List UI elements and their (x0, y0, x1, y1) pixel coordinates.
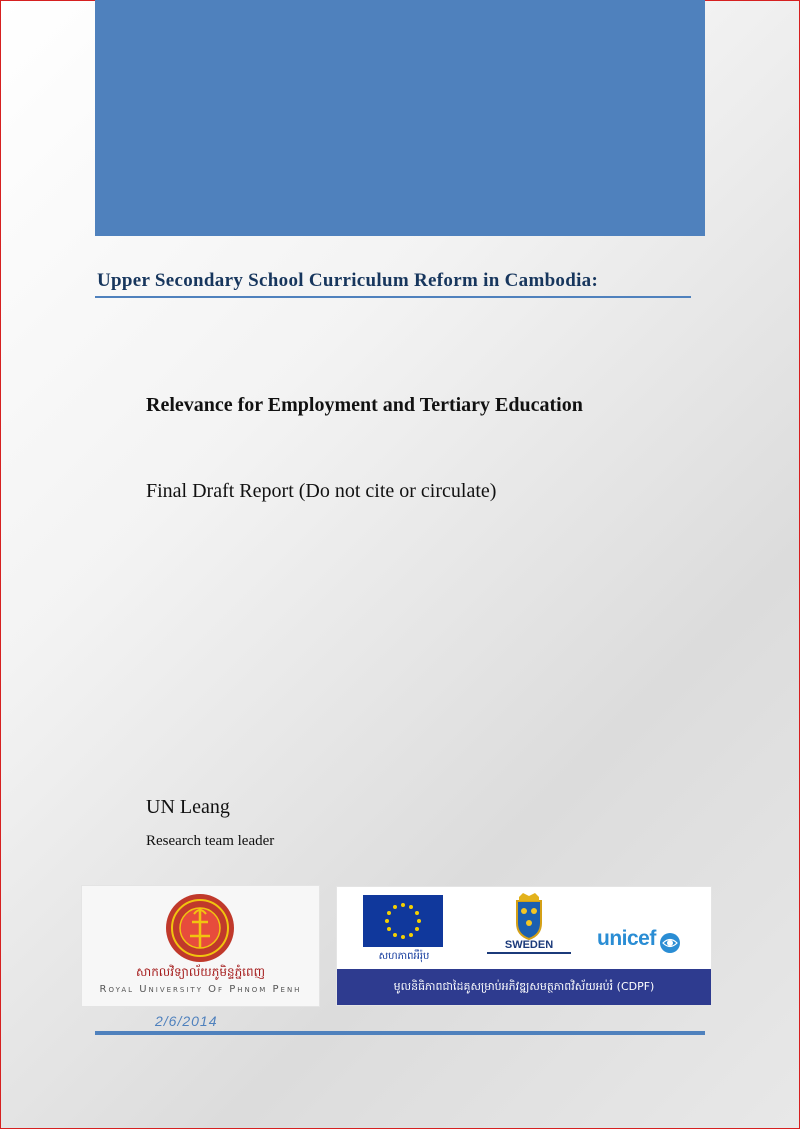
footer-rule (95, 1031, 705, 1035)
eu-flag-icon (363, 895, 443, 947)
rupp-khmer-name: សាកលវិទ្យាល័យភូមិន្ទភ្នំពេញ (135, 965, 266, 979)
author-role: Research team leader (146, 833, 275, 849)
cdpf-banner: មូលនិធិភាពជាដៃគូសម្រាប់អភិវឌ្ឍសមត្ថភាពវិស័យអប់រំ (CDPF) (337, 969, 711, 1005)
eu-caption: សហភាពអឺរ៉ុប (378, 951, 430, 962)
rupp-logo (81, 885, 320, 1007)
report-date: 2/6/2014 (155, 1013, 218, 1029)
sweden-crest-icon (507, 893, 551, 941)
partner-logos (336, 886, 712, 1006)
heading-underline (95, 296, 691, 298)
cover-color-block (95, 0, 705, 236)
unicef-globe-icon (659, 932, 681, 954)
sweden-label: SWEDEN (487, 939, 571, 954)
rupp-english-name: Royal University Of Phnom Penh (99, 984, 302, 995)
report-subtitle: Relevance for Employment and Tertiary Education (146, 394, 583, 416)
unicef-label: unicef (597, 927, 656, 950)
report-heading: Upper Secondary School Curriculum Reform in Cambodia: (97, 270, 599, 291)
draft-notice: Final Draft Report (Do not cite or circulate) (146, 480, 497, 502)
rupp-seal-icon (164, 892, 236, 964)
author-name: UN Leang (146, 796, 230, 818)
